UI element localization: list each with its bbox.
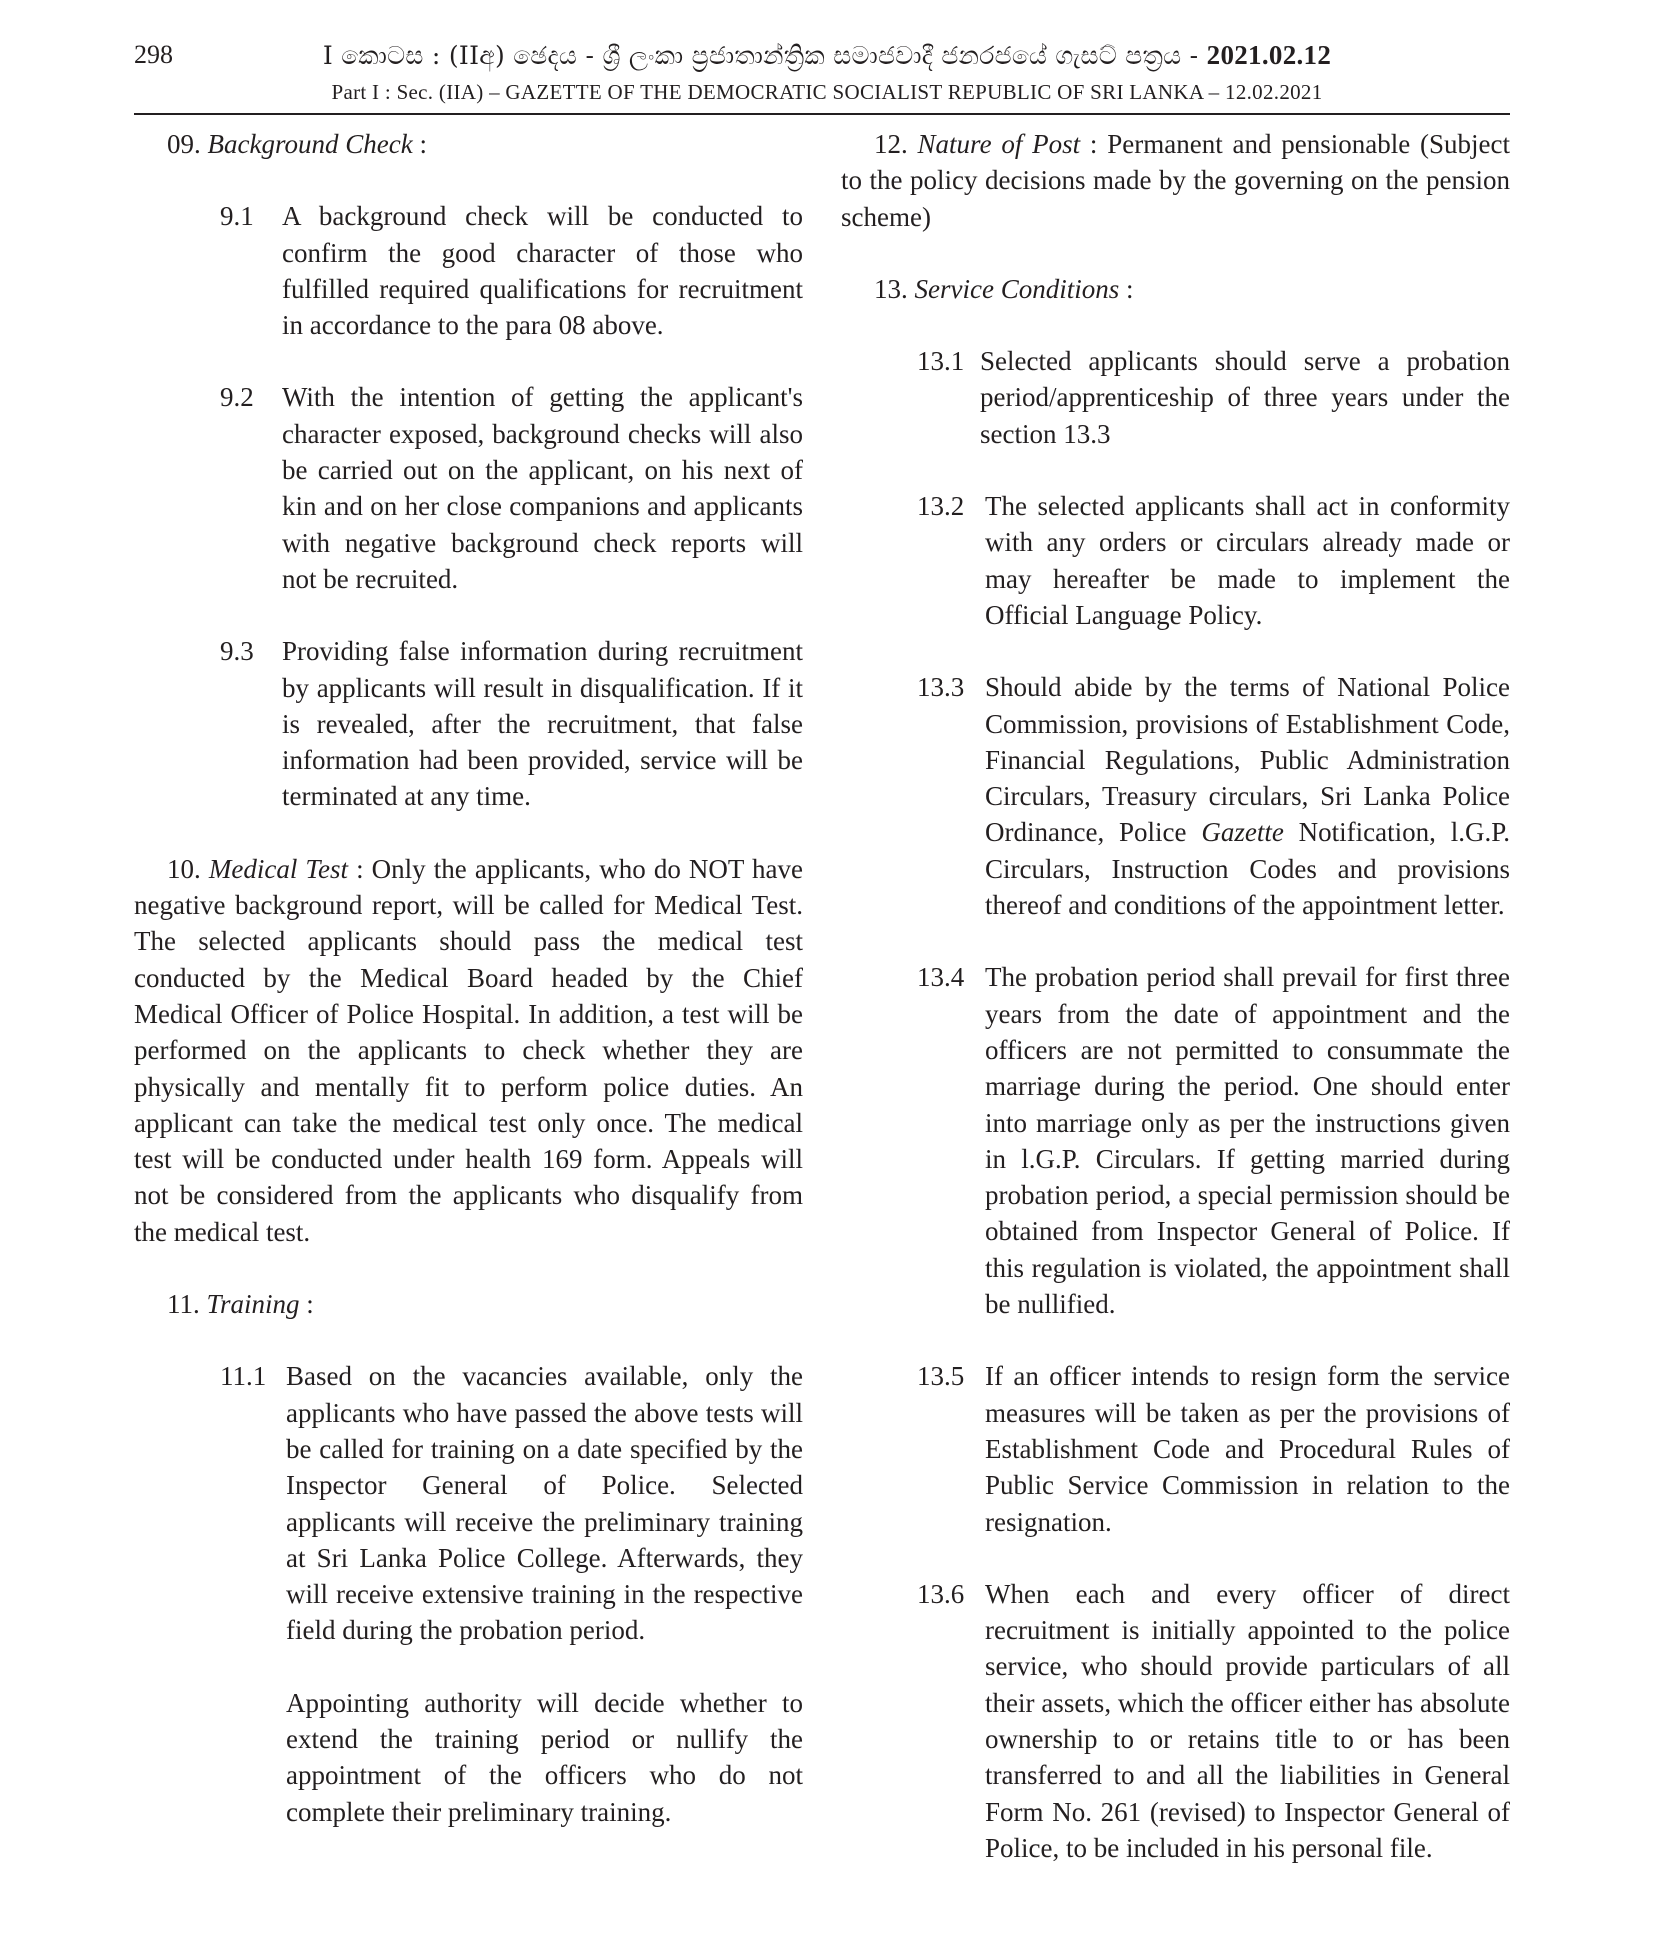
section-10-number: 10. xyxy=(167,853,201,884)
item-text-part: Should abide by the terms of National Police Commission, provisions of Establishment Code, Financial Regulations, Public Administration Circulars, Treasury circulars, Sri Lanka Police Ordinance, Police xyxy=(985,672,1510,848)
section-09-heading xyxy=(134,126,803,162)
item-text: Providing false information during recruitment by applicants will result in disqualification. If it is revealed, after the recruitment, that false information had been provided, service will be terminated at any time. xyxy=(282,636,803,812)
item-number: 9.1 xyxy=(220,201,254,232)
item-number: 13.4 xyxy=(917,962,965,993)
section-12-text: : Permanent and pensionable (Subject to the policy decisions made by the governing on the pension scheme) xyxy=(841,129,1510,232)
item-number: 9.2 xyxy=(220,382,254,413)
item-number: 13.2 xyxy=(917,491,965,522)
item-text: Based on the vacancies available, only the applicants who have passed the above tests will be called for training on a date specified by the Inspector General of Police. Selected applicants will receive the preliminary training at Sri Lanka Police College. Afterwards, they will receive extensive training in the respective field during the probation period. xyxy=(286,1361,803,1646)
section-11-title: Training xyxy=(206,1289,300,1320)
section-09-colon: : xyxy=(412,129,427,159)
item-text xyxy=(985,669,1510,923)
section-13-colon: : xyxy=(1119,273,1134,304)
section-13-number: 13. xyxy=(874,273,908,304)
english-header: Part I : Sec. (IIA) – GAZETTE OF THE DEMOCRATIC SOCIALIST REPUBLIC OF SRI LANKA – 12.02.2021 xyxy=(331,80,1323,104)
item-text: Selected applicants should serve a probation period/apprenticeship of three years under the section 13.3 xyxy=(980,346,1510,449)
item-text: The selected applicants shall act in conformity with any orders or circulars already made or may hereafter be made to implement the Official Language Policy. xyxy=(985,491,1510,630)
section-09-number: 09. xyxy=(167,129,201,159)
item-13-5 xyxy=(917,1358,1510,1539)
page-number: 298 xyxy=(134,40,173,69)
item-13-4 xyxy=(917,959,1510,1322)
section-11-number: 11. xyxy=(167,1289,200,1320)
item-9-2 xyxy=(220,379,803,597)
section-12-title: Nature of Post xyxy=(917,129,1081,159)
item-11-1-continuation: Appointing authority will decide whether to extend the training period or nullify the appointment of the officers who do not complete their preliminary training. xyxy=(286,1687,803,1827)
sinhala-header-title: I කොටස : (IIඅ) ඡෙදය - ශ්‍රී ලංකා ප්‍රජාතාන්ත්‍රික සමාජවාදී ජනරජයේ ගැසට් පත්‍රය - xyxy=(322,41,1199,70)
item-9-1 xyxy=(220,198,803,343)
section-13-heading xyxy=(841,271,1510,307)
item-text-italic: Gazette xyxy=(1201,817,1284,848)
item-text: With the intention of getting the applicant's character exposed, background checks will also be carried out on the applicant, on his next of kin and on her close companions and applicants with negative background check reports will not be recruited. xyxy=(282,382,803,594)
item-text: The probation period shall prevail for first three years from the date of appointment and the officers are not permitted to consummate the marriage during the period. One should enter into marriage only as per the instructions given in l.G.P. Circulars. If getting married during probation period, a special permission should be obtained from Inspector General of Police. If this regulation is violated, the appointment shall be nullified. xyxy=(985,962,1510,1320)
section-11-heading xyxy=(134,1286,803,1322)
section-13-title: Service Conditions xyxy=(914,273,1120,304)
section-11-colon: : xyxy=(299,1289,314,1320)
item-number: 13.5 xyxy=(917,1361,965,1392)
section-12-paragraph xyxy=(841,126,1510,235)
section-09-title: Background Check xyxy=(207,129,413,159)
item-13-6 xyxy=(917,1576,1510,1866)
sinhala-header xyxy=(180,40,1474,71)
item-text: If an officer intends to resign form the service measures will be taken as per the provisions of Establishment Code and Procedural Rules of Public Service Commission in relation to the resignation. xyxy=(985,1361,1510,1537)
sinhala-header-date: 2021.02.12 xyxy=(1206,40,1332,70)
item-13-2 xyxy=(917,488,1510,633)
item-number: 9.3 xyxy=(220,636,254,667)
item-13-1 xyxy=(917,343,1510,452)
item-number: 11.1 xyxy=(220,1361,267,1392)
section-10-title: Medical Test xyxy=(208,853,348,884)
item-13-3 xyxy=(917,669,1510,923)
item-9-3 xyxy=(220,633,803,814)
header-divider xyxy=(134,113,1510,115)
right-column xyxy=(841,126,1510,1866)
left-column xyxy=(134,126,803,1830)
item-text: When each and every officer of direct recruitment is initially appointed to the police service, who should provide particulars of all their assets, which the officer either has absolute ownership to or retains title to or has been transferred to and all the liabilities in General Form No. 261 (revised) to Inspector General of Police, to be included in his personal file. xyxy=(985,1578,1510,1863)
section-10-text: : Only the applicants, who do NOT have negative background report, will be called for Medical Test. The selected applicants should pass the medical test conducted by the Medical Board headed by the Chief Medical Officer of Police Hospital. In addition, a test will be performed on the applicants to check whether they are physically and mentally fit to perform police duties. An applicant can take the medical test only once. The medical test will be conducted under health 169 form. Appeals will not be considered from the applicants who disqualify from the medical test. xyxy=(134,853,803,1247)
item-number: 13.6 xyxy=(917,1578,965,1609)
item-number: 13.1 xyxy=(917,346,965,377)
item-number: 13.3 xyxy=(917,672,965,703)
item-11-1 xyxy=(220,1358,803,1648)
item-text: A background check will be conducted to confirm the good character of those who fulfilled required qualifications for recruitment in accordance to the para 08 above. xyxy=(282,201,803,341)
section-10-paragraph xyxy=(134,851,803,1250)
item-text-part: Notification, l.G.P. Circulars, Instruction Codes and provisions thereof and conditions of the appointment letter. xyxy=(985,817,1510,921)
section-12-number: 12. xyxy=(874,129,908,159)
